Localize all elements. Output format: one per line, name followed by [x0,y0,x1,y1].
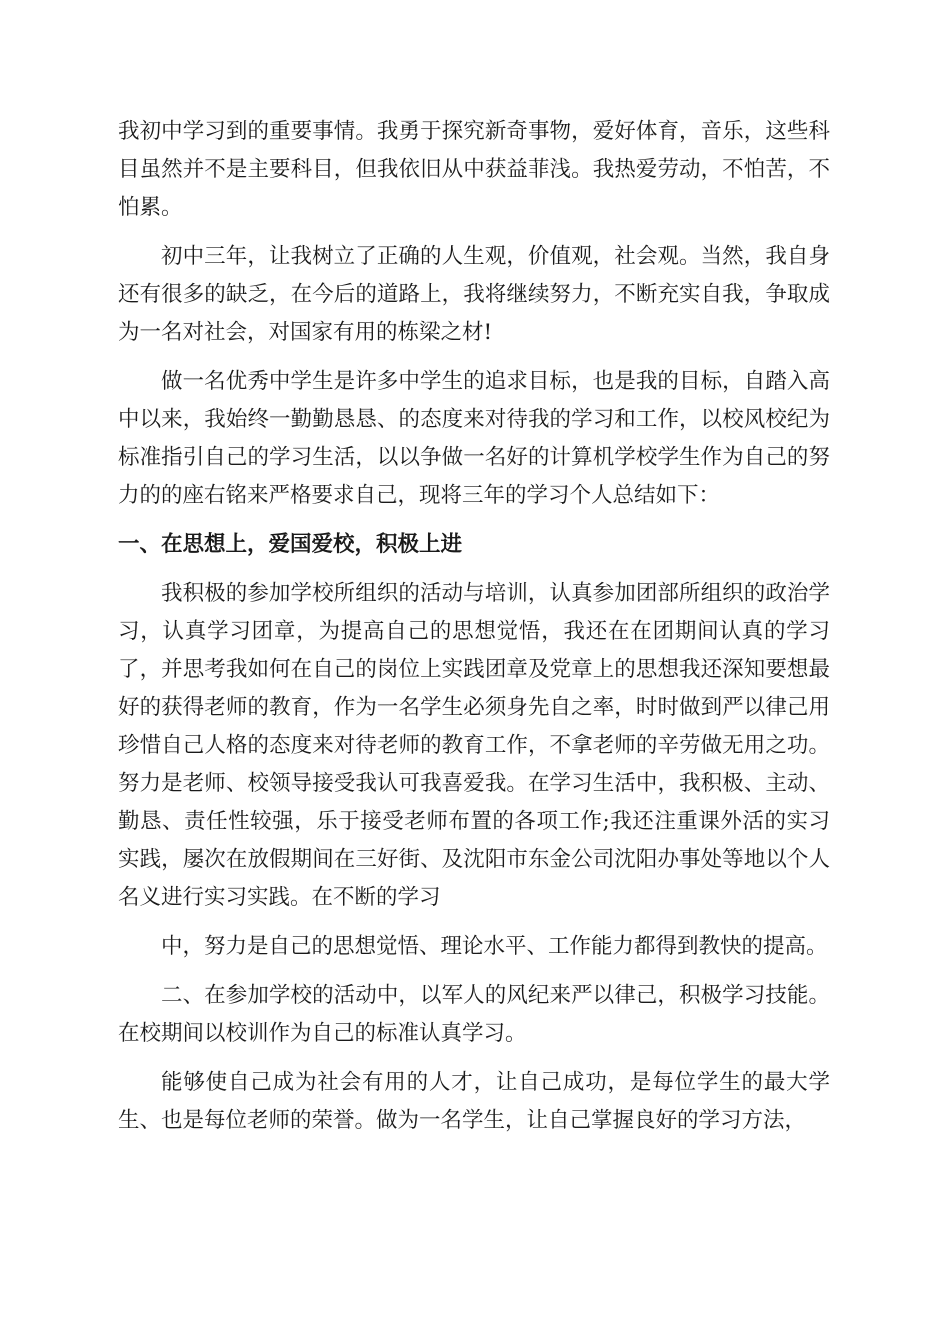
paragraph-2: 初中三年，让我树立了正确的人生观，价值观，社会观。当然，我自身还有很多的缺乏，在今后的道路上，我将继续努力，不断充实自我，争取成为一名对社会，对国家有用的栋梁之材! [118,244,830,345]
paragraph-3: 做一名优秀中学生是许多中学生的追求目标，也是我的目标，自踏入高中以来，我始终一勤勤恳恳、的态度来对待我的学习和工作，以校风校纪为标准指引自己的学习生活，以以争做一名好的计算机学校学生作为自己的努力的的座右铭来严格要求自己，现将三年的学习个人总结如下： [118,369,830,508]
paragraph-4: 我积极的参加学校所组织的活动与培训，认真参加团部所组织的政治学习，认真学习团章，为提高自己的思想觉悟，我还在在团期间认真的学习了，并思考我如何在自己的岗位上实践团章及党章上的思想我还深知要想最好的获得老师的教育，作为一名学生必须身先自之率，时时做到严以律己用珍惜自己人格的态度来对待老师的教育工作，不拿老师的辛劳做无用之功。努力是老师、校领导接受我认可我喜爱我。在学习生活中，我积极、主动、勤恳、责任性较强，乐于接受老师布置的各项工作;我还注重课外活的实习实践，屡次在放假期间在三好街、及沈阳市东金公司沈阳办事处等地以个人名义进行实习实践。在不断的学习 [118,581,830,910]
paragraph-1: 我初中学习到的重要事情。我勇于探究新奇事物，爱好体育，音乐，这些科目虽然并不是主要科目，但我依旧从中获益菲浅。我热爱劳动，不怕苦，不怕累。 [118,119,830,220]
section-heading-1: 一、在思想上，爱国爱校，积极上进 [118,532,463,557]
paragraph-7: 能够使自己成为社会有用的人才，让自己成功，是每位学生的最大学生、也是每位老师的荣誉。做为一名学生，让自己掌握良好的学习方法， [118,1070,830,1133]
paragraph-6: 二、在参加学校的活动中，以军人的风纪来严以律己，积极学习技能。在校期间以校训作为自己的标准认真学习。 [118,983,830,1046]
paragraph-5: 中，努力是自己的思想觉悟、理论水平、工作能力都得到教快的提高。 [161,934,828,959]
